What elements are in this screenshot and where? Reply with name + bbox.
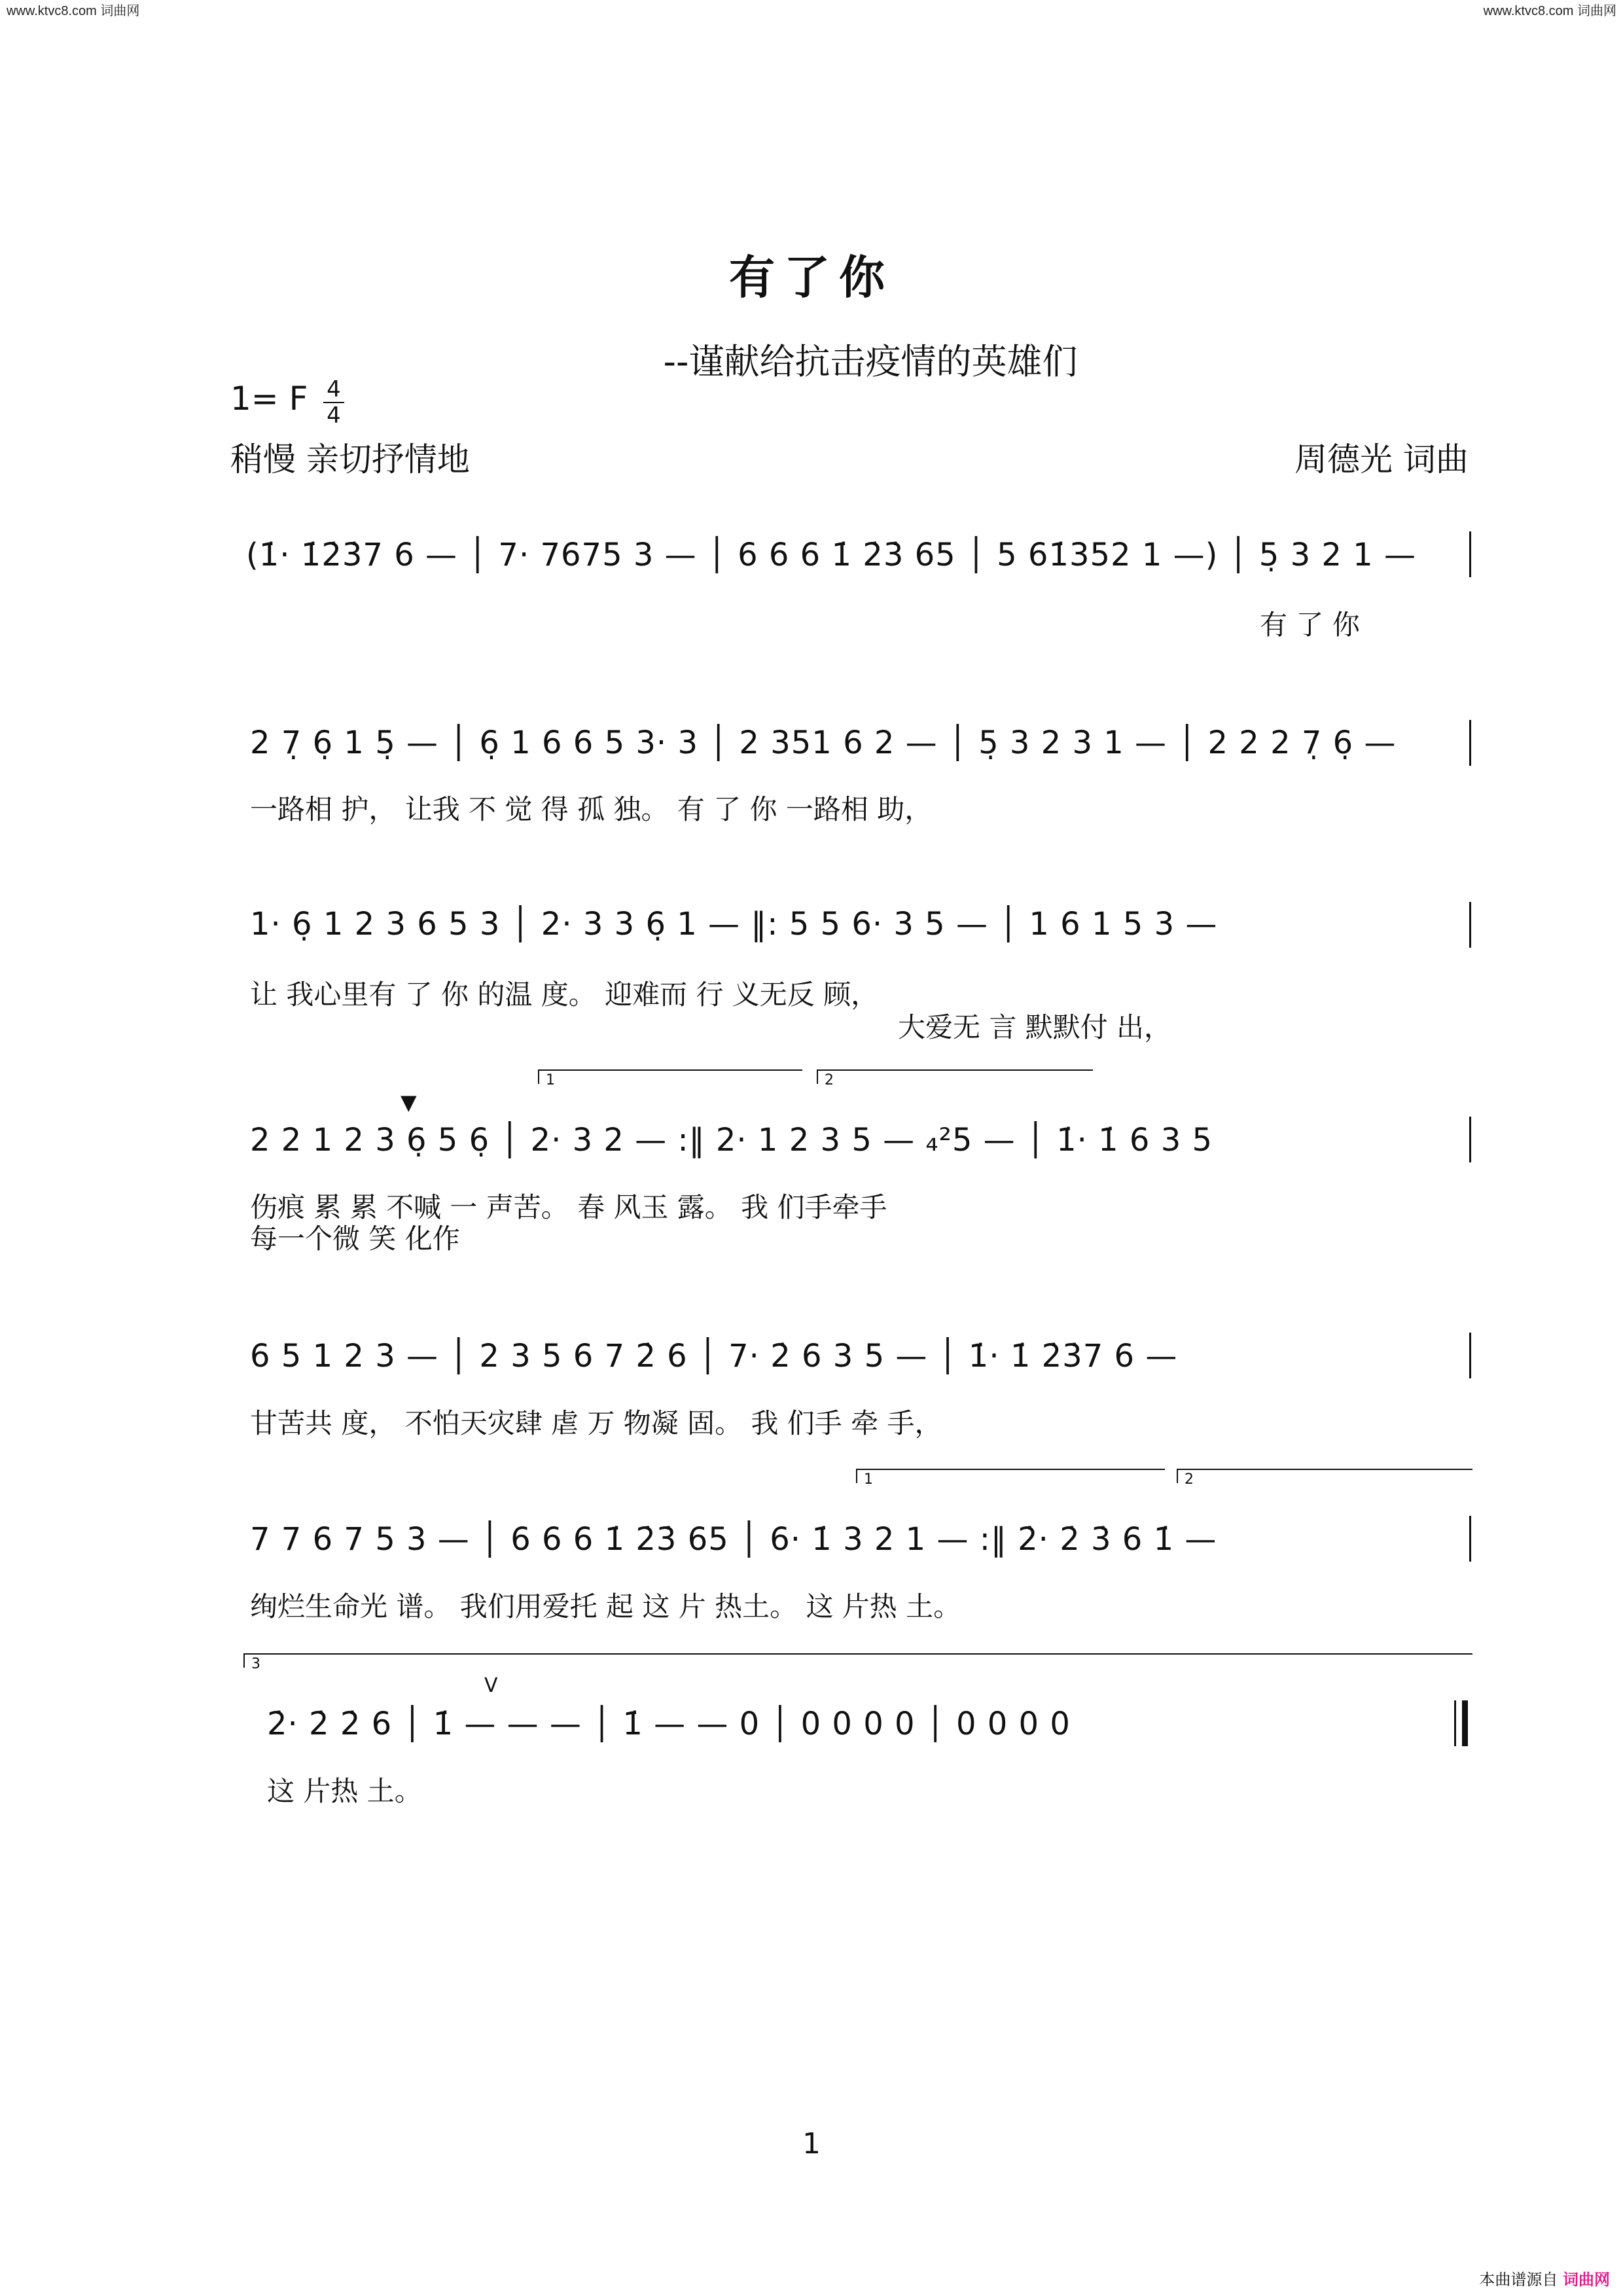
composer-credit: 周德光 词曲 [1294,440,1469,478]
final-barline-thick [1462,1700,1468,1746]
barline [1469,902,1471,948]
time-signature [321,378,347,427]
song-title: 有了你 [729,250,894,304]
volta-2 [817,1069,1093,1088]
volta-1 [538,1069,802,1088]
site-header-left: www.ktvc8.com 词曲网 [7,4,140,18]
lyric-row-3-verse-1: 让 我心里有 了 你 的温 度。 迎难而 行 义无反 顾， [250,978,879,1011]
song-subtitle: --谨献给抗击疫情的英雄们 [663,341,1078,382]
score-row-6: 7 7 6 7 5 3 — │ 6 6 6 1̇ 2̇3̇ 65 │ 6· 1̇ 3 2 1 — :‖ 2̇· 2̇ 3̇ 6 1̇ — [250,1521,1217,1558]
footer-source [1479,2267,1610,2289]
score-row-3: 1· 6̣ 1 2 3 6 5 3 │ 2· 3 3 6̣ 1 — ‖: 5 5 6· 3 5 — │ 1 6 1 5 3 — [250,906,1218,942]
volta-label: 3 [251,1656,260,1672]
key-signature: 1= F [230,380,308,418]
barline [1469,1117,1471,1162]
lyric-row-1: 有 了 你 [1260,609,1360,641]
final-barline-thin [1454,1700,1456,1746]
footer-text: 本曲谱源自 [1479,2270,1558,2289]
volta-1 [856,1469,1165,1488]
barline [1469,1516,1471,1562]
lyric-row-7: 这 片热 土。 [267,1775,422,1807]
volta-3 [243,1653,1472,1672]
barline [1469,720,1471,766]
barline [1469,531,1471,577]
time-signature-bottom: 4 [327,403,341,429]
score-row-7: 2̇· 2̇ 2̇ 6 │ 1̇ — — — │ 1̇ — — 0 │ 0 0 0 0 │ 0 0 0 0 [267,1706,1071,1742]
time-signature-top: 4 [327,376,341,403]
lyric-row-5: 甘苦共 度， 不怕天灾肆 虐 万 物凝 固。 我 们手 牵 手， [250,1407,942,1439]
lyric-row-3-verse-2: 大爱无 言 默默付 出， [898,1011,1172,1043]
lyric-row-4-verse-1: 伤痕 累 累 不喊 一 声苦。 春 风玉 露。 我 们手牵手 [250,1191,887,1223]
barline [1469,1333,1471,1378]
site-header-right: www.ktvc8.com 词曲网 [1483,4,1616,18]
lyric-row-6: 绚烂生命光 谱。 我们用爱托 起 这 片 热土。 这 片热 土。 [250,1590,961,1623]
tempo-marking: 稍慢 亲切抒情地 [230,440,470,478]
score-row-2: 2 7̣ 6̣ 1 5̣ — │ 6̣ 1 6 6 5 3· 3 │ 2 351 6 2 — │ 5̣ 3 2 3 1 — │ 2 2 2 7̣ 6̣ — [250,725,1397,761]
score-row-4: 2 2 1 2 3 6̣ 5 6̣ │ 2· 3 2 — :‖ 2· 1 2 3 5 — ₄²5 — │ 1̇· 1̇ 6 3 5 [250,1122,1213,1158]
volta-label: 2 [1185,1471,1194,1488]
score-row-5: 6 5 1 2 3 — │ 2 3 5 6 7 2̇ 6 │ 7· 2̇ 6 3 5 — │ 1̇· 1̇ 2̇3̇7 6 — [250,1338,1178,1374]
breath-mark: V [484,1674,498,1697]
accent-mark: ▼ [401,1090,417,1115]
volta-label: 2 [825,1072,834,1088]
volta-label: 1 [546,1072,555,1088]
volta-label: 1 [864,1471,873,1488]
lyric-row-2: 一路相 护， 让我 不 觉 得 孤 独。 有 了 你 一路相 助， [250,793,933,825]
volta-2 [1177,1469,1472,1488]
lyric-row-4-verse-2: 每一个微 笑 化作 [250,1223,460,1255]
page-number: 1 [802,2127,821,2161]
footer-brand: 词曲网 [1563,2270,1610,2289]
score-row-1: (1̇· 1̇2̇3̇7 6 — │ 7· 7675 3 — │ 6 6 6 1̇ 2̇3̇ 65 │ 5 61̇352 1 —) │ 5̣ 3 2 1 — [246,537,1416,573]
